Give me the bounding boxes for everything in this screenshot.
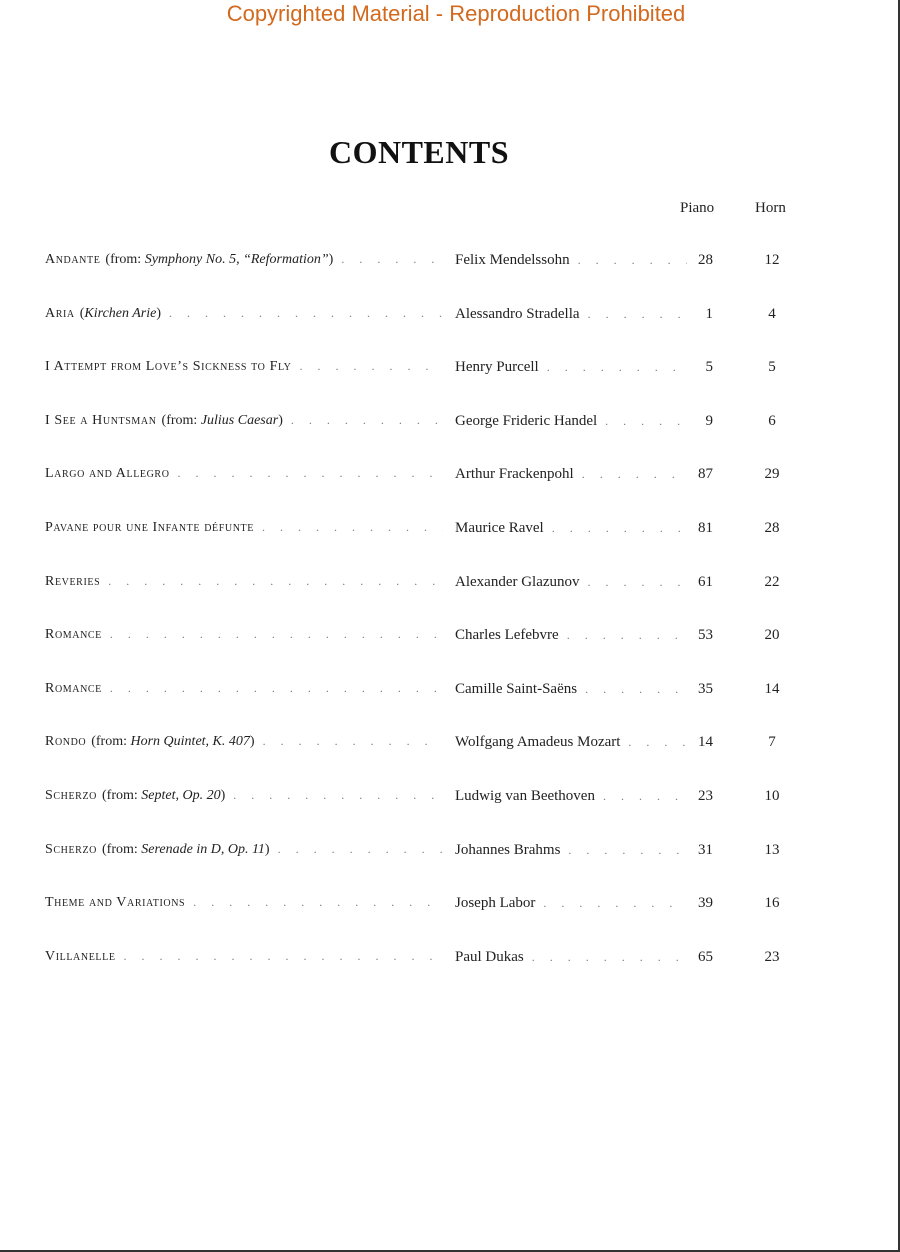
piece-title: Romance: [45, 681, 102, 696]
piece-title: Theme and Variations: [45, 895, 186, 910]
toc-entry-composer: [455, 627, 687, 644]
composer-name: Alessandro Stradella: [455, 306, 580, 322]
toc-entry-title: [45, 734, 443, 750]
page-title: CONTENTS: [328, 134, 510, 170]
dot-leader: [291, 413, 443, 428]
dot-leader: [262, 520, 443, 535]
note-suffix: ): [249, 734, 255, 749]
horn-page-number: 6: [768, 413, 776, 429]
dot-leader: [547, 360, 687, 375]
piano-page-number: 61: [698, 574, 713, 590]
dot-leader: [108, 574, 443, 589]
toc-entry-composer: [455, 306, 687, 323]
piano-page-number: 39: [698, 895, 713, 911]
piece-source-note: [105, 252, 333, 268]
toc-entry: [0, 627, 900, 651]
piano-page-number: 5: [705, 359, 713, 375]
composer-name: Henry Purcell: [455, 359, 539, 375]
piece-title: Villanelle: [45, 949, 116, 964]
note-suffix: ): [328, 252, 334, 267]
piece-title: Rondo: [45, 734, 87, 749]
toc-entry: [0, 413, 900, 437]
toc-entry: [0, 949, 900, 973]
note-suffix: ): [156, 306, 162, 321]
note-prefix: (from:: [102, 788, 142, 803]
horn-page-number: 29: [764, 466, 780, 482]
dot-leader: [588, 307, 687, 322]
note-suffix: ): [264, 842, 270, 857]
horn-page-number: 13: [764, 842, 780, 858]
dot-leader: [278, 842, 443, 857]
toc-entry-title: [45, 252, 443, 268]
piece-title: Romance: [45, 627, 102, 642]
dot-leader: [567, 628, 687, 643]
composer-name: Camille Saint-Saëns: [455, 681, 578, 697]
toc-entry: [0, 359, 900, 383]
piece-title: Largo and Allegro: [45, 466, 170, 481]
toc-entry-composer: [455, 949, 687, 966]
toc-entry: [0, 842, 900, 866]
piano-page-number: 65: [698, 949, 713, 965]
toc-entry: [0, 734, 900, 758]
toc-entry-composer: [455, 895, 687, 912]
dot-leader: [110, 627, 443, 642]
toc-entry-composer: [455, 681, 687, 698]
piano-page-number: 14: [698, 734, 713, 750]
piano-page-number: 81: [698, 520, 713, 536]
horn-page-number: 10: [764, 788, 780, 804]
dot-leader: [110, 681, 443, 696]
piece-source-note: [102, 788, 225, 804]
horn-page-number: 20: [764, 627, 780, 643]
dot-leader: [233, 788, 443, 803]
composer-name: George Frideric Handel: [455, 413, 598, 429]
horn-page-number: 23: [764, 949, 780, 965]
piece-source-note: [91, 734, 254, 750]
dot-leader: [543, 896, 687, 911]
note-prefix: (from:: [161, 413, 201, 428]
toc-entry-title: [45, 466, 443, 482]
piece-title: Andante: [45, 252, 101, 267]
piano-page-number: 35: [698, 681, 713, 697]
toc-entry-composer: [455, 842, 687, 859]
toc-entry: [0, 895, 900, 919]
composer-name: Alexander Glazunov: [455, 574, 580, 590]
horn-page-number: 22: [764, 574, 780, 590]
dot-leader: [341, 252, 443, 267]
note-prefix: (from:: [91, 734, 131, 749]
dot-leader: [578, 253, 687, 268]
toc-entry-composer: [455, 252, 687, 269]
toc-entry-composer: [455, 574, 687, 591]
piece-title: Aria: [45, 306, 75, 321]
toc-entry-title: [45, 574, 443, 590]
toc-entry: [0, 574, 900, 598]
toc-entry: [0, 306, 900, 330]
horn-page-number: 5: [768, 359, 776, 375]
piano-page-number: 28: [698, 252, 713, 268]
toc-entry-title: [45, 681, 443, 697]
piece-title: I Attempt from Love’s Sickness to Fly: [45, 359, 292, 374]
toc-entry-title: [45, 895, 443, 911]
note-work: Serenade in D, Op. 11: [141, 842, 265, 857]
toc-entry: [0, 681, 900, 705]
note-prefix: (from:: [102, 842, 142, 857]
toc-entry-title: [45, 306, 443, 322]
toc-entry-composer: [455, 520, 687, 537]
piano-page-number: 1: [705, 306, 713, 322]
toc-entry: [0, 466, 900, 490]
toc-entry-title: [45, 842, 443, 858]
piece-source-note: [162, 413, 283, 429]
piece-title: Scherzo: [45, 788, 97, 803]
composer-name: Wolfgang Amadeus Mozart: [455, 734, 621, 750]
horn-page-number: 16: [764, 895, 780, 911]
note-work: Septet, Op. 20: [141, 788, 221, 803]
dot-leader: [588, 575, 687, 590]
piece-source-note: [102, 842, 270, 858]
note-prefix: (from:: [105, 252, 145, 267]
piece-title: Scherzo: [45, 842, 97, 857]
toc-entry-title: [45, 413, 443, 429]
horn-column-header: Horn: [755, 200, 786, 216]
piece-source-note: [80, 306, 161, 322]
dot-leader: [263, 734, 443, 749]
piano-page-number: 53: [698, 627, 713, 643]
composer-name: Ludwig van Beethoven: [455, 788, 595, 804]
note-work: Symphony No. 5, “Reformation”: [144, 252, 329, 267]
copyright-watermark: Copyrighted Material - Reproduction Prohibited: [226, 1, 686, 26]
composer-name: Paul Dukas: [455, 949, 524, 965]
dot-leader: [552, 521, 687, 536]
toc-entry-composer: [455, 413, 687, 430]
dot-leader: [568, 843, 687, 858]
toc-entry-title: [45, 949, 443, 965]
horn-page-number: 28: [764, 520, 780, 536]
toc-entry-composer: [455, 466, 687, 483]
dot-leader: [603, 789, 687, 804]
dot-leader: [299, 359, 443, 374]
horn-page-number: 12: [764, 252, 780, 268]
toc-entry-composer: [455, 788, 687, 805]
dot-leader: [628, 735, 687, 750]
toc-entry-composer: [455, 734, 687, 751]
note-work: Julius Caesar: [200, 413, 279, 428]
piano-page-number: 9: [705, 413, 713, 429]
toc-entry: [0, 252, 900, 276]
toc-entry-title: [45, 359, 443, 375]
composer-name: Felix Mendelssohn: [455, 252, 570, 268]
note-suffix: ): [278, 413, 283, 428]
composer-name: Joseph Labor: [455, 895, 536, 911]
dot-leader: [193, 895, 443, 910]
note-work: Horn Quintet, K. 407: [130, 734, 250, 749]
note-prefix: (: [79, 306, 85, 321]
composer-name: Arthur Frackenpohl: [455, 466, 574, 482]
piece-title: I See a Huntsman: [45, 413, 157, 428]
toc-entry-title: [45, 788, 443, 804]
piano-page-number: 87: [698, 466, 713, 482]
note-work: Kirchen Arie: [84, 306, 157, 321]
dot-leader: [178, 466, 443, 481]
toc-entry: [0, 520, 900, 544]
piano-page-number: 31: [698, 842, 713, 858]
composer-name: Maurice Ravel: [455, 520, 544, 536]
piano-page-number: 23: [698, 788, 713, 804]
composer-name: Charles Lefebvre: [455, 627, 559, 643]
toc-entry-title: [45, 627, 443, 643]
horn-page-number: 4: [768, 306, 776, 322]
piece-title: Reveries: [45, 574, 101, 589]
dot-leader: [585, 682, 687, 697]
horn-page-number: 14: [764, 681, 780, 697]
piano-column-header: Piano: [680, 200, 715, 216]
dot-leader: [124, 949, 443, 964]
toc-entry-title: [45, 520, 443, 536]
dot-leader: [582, 467, 687, 482]
composer-name: Johannes Brahms: [455, 842, 561, 858]
note-suffix: ): [220, 788, 226, 803]
horn-page-number: 7: [768, 734, 776, 750]
piece-title: Pavane pour une Infante défunte: [45, 520, 254, 535]
dot-leader: [532, 950, 687, 965]
toc-entry-composer: [455, 359, 687, 376]
toc-entry: [0, 788, 900, 812]
dot-leader: [169, 306, 443, 321]
dot-leader: [605, 414, 687, 429]
